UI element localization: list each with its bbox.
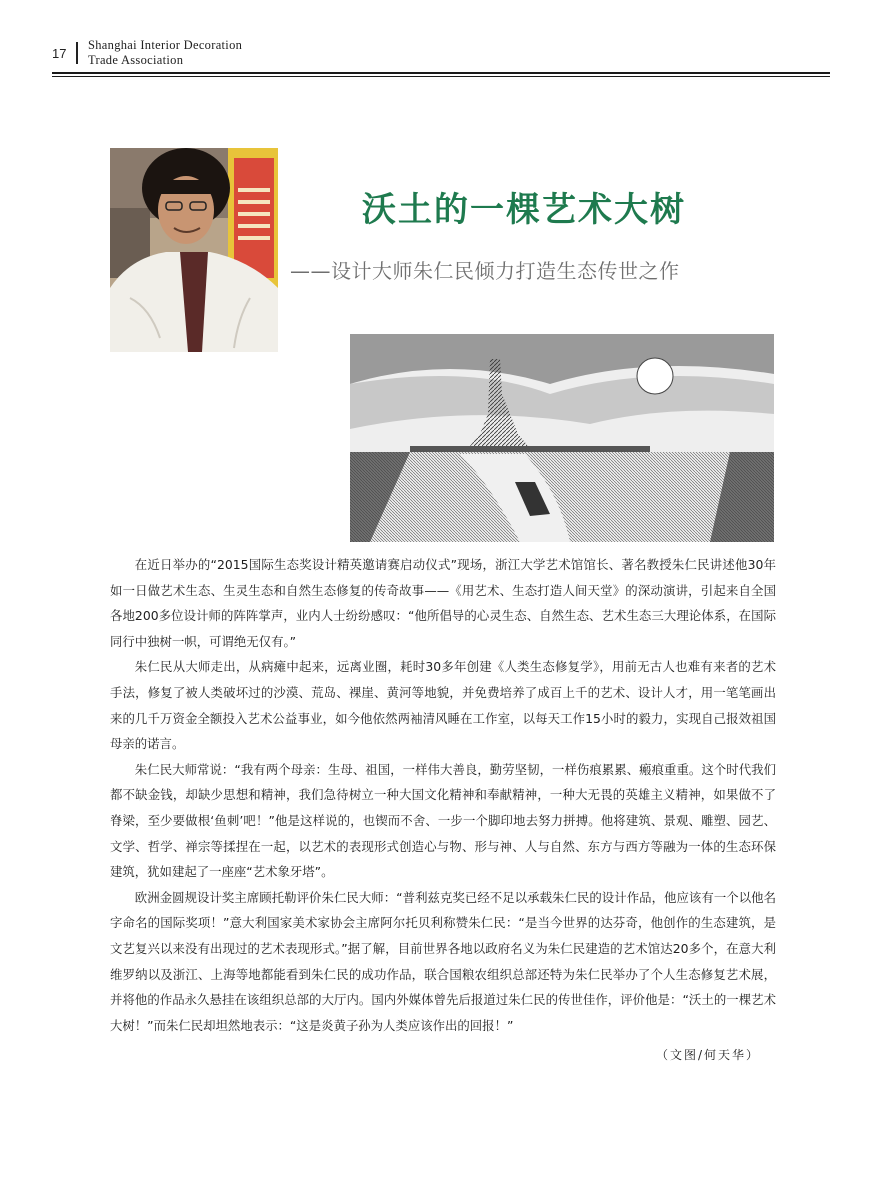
org-name-line2: Trade Association [88, 53, 184, 67]
byline: （文图/何天华） [656, 1048, 761, 1062]
article-body [110, 552, 776, 1038]
org-name-line1: Shanghai Interior Decoration [88, 38, 243, 52]
org-name [88, 38, 242, 68]
paragraph-3: 朱仁民大师常说：“我有两个母亲：生母、祖国，一样伟大善良，勤劳坚韧，一样伤痕累累、瘢痕重重。这个时代我们都不缺金钱，却缺少思想和精神，我们急待树立一种大国文化精神和奉献精神，一种大无畏的英雄主义精神，如果做不了脊梁，至少要做根‘鱼刺’吧！”他是这样说的，也锲而不舍、一步一个脚印地去努力拼搏。他将建筑、景观、雕塑、园艺、文学、哲学、禅宗等揉捏在一起，以艺术的表现形式创造心与物、形与神、人与自然、东方与西方等融为一体的生态环保建筑，犹如建起了一座座“艺术象牙塔”。 [110, 761, 776, 880]
article-subtitle: ——设计大师朱仁民倾力打造生态传世之作 [290, 259, 680, 283]
paragraph-2: 朱仁民从大师走出，从病瘫中起来，远离业圈，耗时30多年创建《人类生态修复学》，用前无古人也难有来者的艺术手法，修复了被人类破坏过的沙漠、荒岛、裸崖、黄河等地貌，并免费培养了成百上千的艺术、设计人才，用一笔笔画出来的几千万资金全额投入艺术公益事业，如今他依然两袖清风睡在工作室，以每天工作15小时的毅力，实现自己报效祖国母亲的诺言。 [110, 659, 776, 752]
paragraph-4: 欧洲金圆规设计奖主席顾托勒评价朱仁民大师：“普利兹克奖已经不足以承载朱仁民的设计作品，他应该有一个以他名字命名的国际奖项！”意大利国家美术家协会主席阿尔托贝利称赞朱仁民：“是当今世界的达芬奇，他创作的生态建筑，是文艺复兴以来没有出现过的艺术表现形式。”据了解，目前世界各地以政府名义为朱仁民建造的艺术馆达20多个，在意大利维罗纳以及浙江、上海等地都能看到朱仁民的成功作品，联合国粮农组织总部还特为朱仁民举办了个人生态修复艺术展，并将他的作品永久悬挂在该组织总部的大厅内。国内外媒体曾先后报道过朱仁民的传世佳作，评价他是：“沃土的一棵艺术大树！”而朱仁民却坦然地表示：“这是炎黄子孙为人类应该作出的回报！” [110, 889, 776, 1033]
header-divider [76, 42, 78, 64]
portrait-photo [110, 148, 278, 352]
article-title: 沃土的一棵艺术大树 [362, 190, 686, 230]
header-rule-thick [52, 72, 830, 74]
ink-landscape-artwork [350, 334, 774, 542]
page-number: 17 [52, 46, 67, 61]
header-rule-thin [52, 76, 830, 77]
paragraph-1: 在近日举办的“2015国际生态奖设计精英邀请赛启动仪式”现场，浙江大学艺术馆馆长、著名教授朱仁民讲述他30年如一日做艺术生态、生灵生态和自然生态修复的传奇故事——《用艺术、生态打造人间天堂》的深动演讲，引起来自全国各地200多位设计师的阵阵掌声，业内人士纷纷感叹：“他所倡导的心灵生态、自然生态、艺术生态三大理论体系，在国际同行中独树一帜，可谓绝无仅有。” [110, 557, 776, 649]
